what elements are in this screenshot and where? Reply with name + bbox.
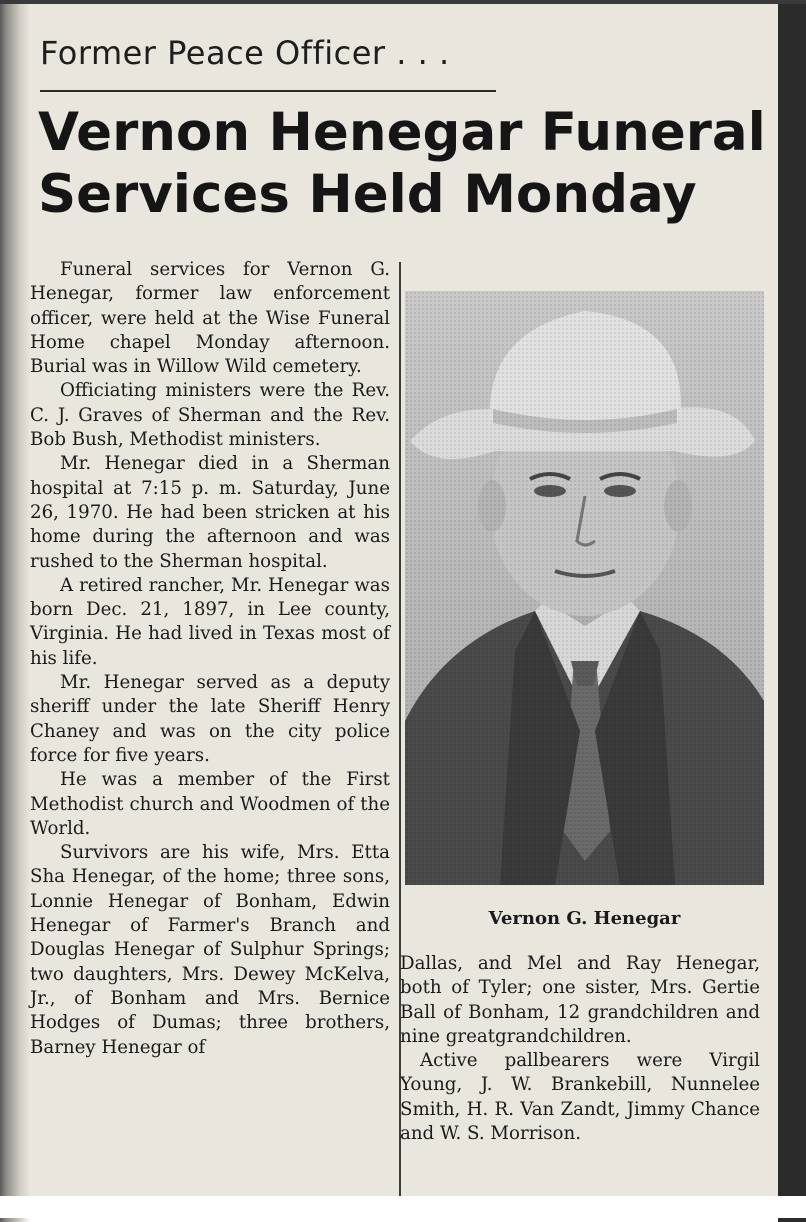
article-paragraph: Mr. Henegar served as a deputy sheriff under the late Sheriff Henry Chaney and was on the city police force for five years. (30, 672, 390, 766)
kicker-underline (40, 90, 496, 92)
scan-bottom-margin (0, 1196, 806, 1218)
article-paragraph: Funeral services for Vernon G. Henegar, former law enforcement officer, were held at the Wise Funeral Home chapel Monday afternoon. Burial was in Willow Wild cemetery. (30, 259, 390, 378)
article-paragraph: Dallas, and Mel and Ray Henegar, both of Tyler; one sister, Mrs. Gertie Ball of Bonham, 12 grandchildren and nine greatgrandchildren. (400, 953, 760, 1047)
article-paragraph: Survivors are his wife, Mrs. Etta Sha Henegar, of the home; three sons, Lonnie Henegar of Bonham, Edwin Henegar of Farmer's Branch and Douglas Henegar of Sulphur Springs; two daughters, Mrs. Dewey McKelva, Jr., of Bonham and Mrs. Bernice Hodges of Dumas; three brothers, Barney Henegar of (30, 842, 390, 1058)
headline-line-2: Services Held Monday (38, 164, 697, 225)
article-left-column (30, 258, 390, 1060)
kicker-headline: Former Peace Officer . . . (40, 34, 450, 72)
article-right-column (400, 952, 760, 1146)
portrait-illustration (405, 291, 764, 885)
portrait-photo (405, 291, 764, 885)
main-headline (38, 102, 778, 226)
article-paragraph: Active pallbearers were Virgil Young, J. W. Brankebill, Nunnelee Smith, H. R. Van Zandt, Jimmy Chance and W. S. Morrison. (400, 1050, 760, 1145)
clipping-left-edge-shadow (0, 4, 30, 1222)
scan-right-border (778, 4, 806, 1222)
article-paragraph: Mr. Henegar died in a Sherman hospital at 7:15 p. m. Saturday, June 26, 1970. He had been stricken at his home during the afternoon and was rushed to the Sherman hospital. (30, 453, 390, 572)
article-paragraph: He was a member of the First Methodist church and Woodmen of the World. (30, 769, 390, 839)
article-paragraph: A retired rancher, Mr. Henegar was born Dec. 21, 1897, in Lee county, Virginia. He had lived in Texas most of his life. (30, 574, 390, 669)
headline-line-1: Vernon Henegar Funeral (38, 102, 766, 163)
photo-caption: Vernon G. Henegar (488, 908, 681, 929)
article-paragraph: Officiating ministers were the Rev. C. J. Graves of Sherman and the Rev. Bob Bush, Methodist ministers. (30, 380, 390, 451)
